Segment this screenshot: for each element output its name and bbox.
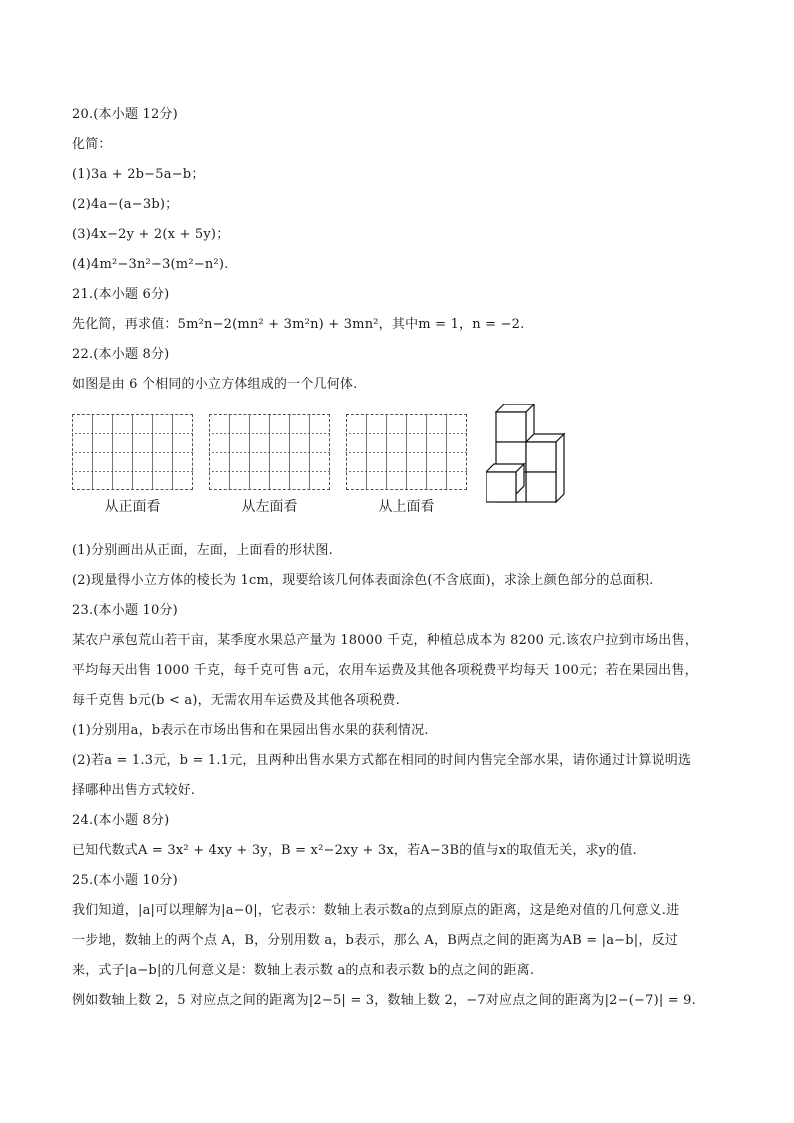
exam-page <box>72 100 732 1016</box>
question-23-part-2 <box>72 746 732 806</box>
question-20-header: 20.(本小题 12分) <box>72 107 178 122</box>
question-25-line-4: 例如数轴上数 2，5 对应点之间的距离为|2−5| = 3，数轴上数 2，−7对应点之间的距离为|2−(−7)| = 9. <box>72 993 696 1008</box>
question-25-line-2: 一步地，数轴上的两个点 A，B，分别用数 a，b表示，那么 A，B两点之间的距离为AB = |a−b|，反过 <box>72 933 678 948</box>
question-23-line-1: 某农户承包荒山若干亩，某季度水果总产量为 18000 千克，种植总成本为 8200 元.该农户拉到市场出售， <box>72 633 698 648</box>
question-22-text: 如图是由 6 个相同的小立方体组成的一个几何体. <box>72 377 358 392</box>
top-view-grid <box>346 414 467 490</box>
question-20-part-1: (1)3a + 2b−5a−b； <box>72 167 205 182</box>
cube-solid-figure <box>486 404 566 516</box>
front-view-grid <box>72 414 193 490</box>
question-23-text <box>72 626 732 716</box>
question-20-part-3: (3)4x−2y + 2(x + 5y)； <box>72 227 230 242</box>
question-22-part-2: (2)现量得小立方体的棱长为 1cm，现要给该几何体表面涂色(不含底面)，求涂上颜色部分的总面积. <box>72 573 654 588</box>
question-20-part-2: (2)4a−(a−3b)； <box>72 197 179 212</box>
question-22-figure <box>72 404 732 536</box>
question-23-part-1: (1)分别用a，b表示在市场出售和在果园出售水果的获利情况. <box>72 723 429 738</box>
question-20-part-4: (4)4m²−3n²−3(m²−n²). <box>72 257 229 272</box>
question-25-header: 25.(本小题 10分) <box>72 873 178 888</box>
question-25-text <box>72 896 732 1016</box>
question-25-line-1: 我们知道，|a|可以理解为|a−0|，它表示：数轴上表示数a的点到原点的距离，这是绝对值的几何意义.进 <box>72 903 680 918</box>
question-23-line-3: 每千克售 b元(b < a)，无需农用车运费及其他各项税费. <box>72 693 400 708</box>
question-20-intro: 化简： <box>72 137 112 152</box>
question-23-line-2: 平均每天出售 1000 千克，每千克可售 a元，农用车运费及其他各项税费平均每天 100元；若在果园出售， <box>72 663 698 678</box>
question-22-header: 22.(本小题 8分) <box>72 347 170 362</box>
top-view-caption: 从上面看 <box>378 499 435 515</box>
question-23-part-2-line-2: 择哪种出售方式较好. <box>72 783 196 798</box>
question-24-header: 24.(本小题 8分) <box>72 813 170 828</box>
question-25-line-3: 来，式子|a−b|的几何意义是：数轴上表示数 a的点和表示数 b的点之间的距离. <box>72 963 535 978</box>
question-21-header: 21.(本小题 6分) <box>72 287 170 302</box>
question-23-part-2-line-1: (2)若a = 1.3元，b = 1.1元，且两种出售水果方式都在相同的时间内售完全部水果，请你通过计算说明选 <box>72 753 692 768</box>
left-view-grid <box>209 414 330 490</box>
front-view-caption: 从正面看 <box>104 499 161 515</box>
question-24-text: 已知代数式A = 3x² + 4xy + 3y，B = x²−2xy + 3x，若A−3B的值与x的取值无关，求y的值. <box>72 843 638 858</box>
question-22-part-1: (1)分别画出从正面，左面，上面看的形状图. <box>72 543 333 558</box>
question-23-header: 23.(本小题 10分) <box>72 603 178 618</box>
left-view-caption: 从左面看 <box>241 499 298 515</box>
question-21-text: 先化简，再求值：5m²n−2(mn² + 3m²n) + 3mn²，其中m = 1，n = −2. <box>72 317 525 332</box>
